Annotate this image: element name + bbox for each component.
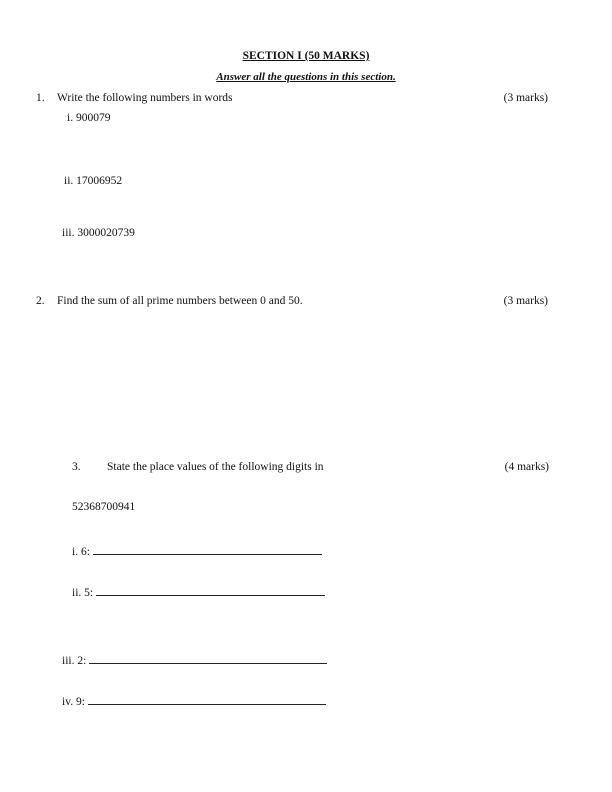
item-value: 900079 <box>75 112 111 124</box>
answer-blank-line[interactable] <box>88 693 326 705</box>
item-value: 17006952 <box>76 175 123 187</box>
answer-label: iv. 9: <box>62 696 85 708</box>
answer-line-row <box>72 543 322 558</box>
question-3-marks: (4 marks) <box>504 461 549 473</box>
question-3-text: State the place values of the following digits in <box>107 461 324 473</box>
answer-label: i. 6: <box>72 546 90 558</box>
answer-label: ii. 5: <box>72 587 94 599</box>
answer-line-row <box>62 652 327 667</box>
answer-line-row <box>62 693 326 708</box>
item-value: 3000020739 <box>77 227 135 239</box>
answer-line-row <box>72 584 325 599</box>
question-1-item <box>64 175 122 187</box>
item-label: iii. <box>62 227 75 239</box>
question-2-marks: (3 marks) <box>503 295 548 307</box>
section-instruction: Answer all the questions in this section. <box>216 71 396 83</box>
answer-blank-line[interactable] <box>93 543 322 555</box>
question-1-item <box>67 112 110 124</box>
question-3-number: 3. <box>72 461 81 473</box>
item-label: ii. <box>64 175 74 187</box>
question-1-marks: (3 marks) <box>503 92 548 104</box>
question-3-number-value: 52368700941 <box>72 501 136 513</box>
question-1-number: 1. <box>36 92 45 104</box>
section-title: SECTION I (50 MARKS) <box>242 50 370 62</box>
answer-blank-line[interactable] <box>96 584 325 596</box>
question-1-item <box>62 227 135 239</box>
answer-blank-line[interactable] <box>89 652 327 664</box>
question-1-text: Write the following numbers in words <box>57 92 233 104</box>
question-2-text: Find the sum of all prime numbers between 0 and 50. <box>57 295 303 307</box>
answer-label: iii. 2: <box>62 655 87 667</box>
question-2-number: 2. <box>36 295 45 307</box>
item-label: i. <box>67 112 74 124</box>
